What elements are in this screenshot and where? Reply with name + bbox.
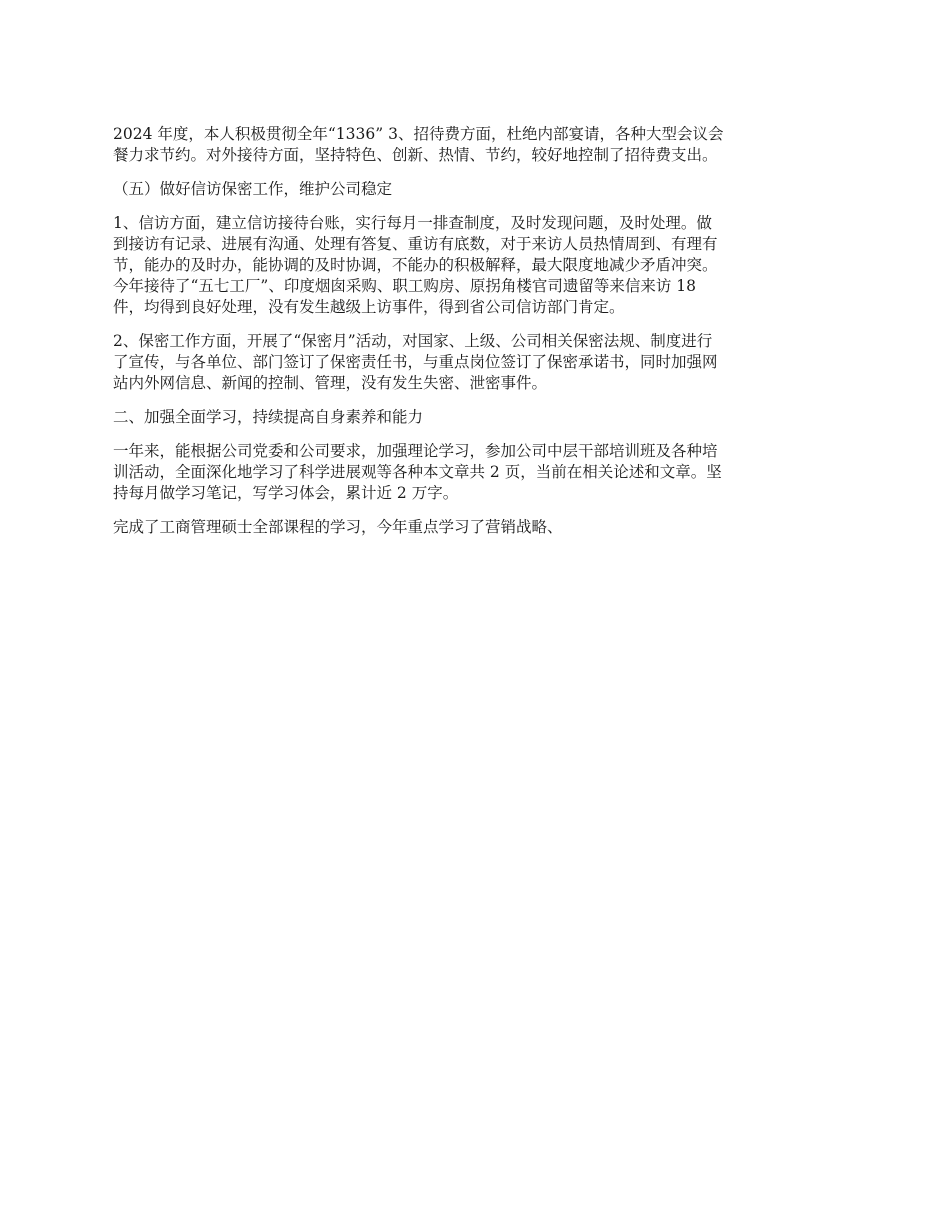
paragraph-hospitality-expenses — [113, 124, 833, 166]
heading-line: （五）做好信访保密工作，维护公司稳定 — [113, 180, 393, 198]
paragraph-mba-study — [113, 517, 833, 538]
text-line: 一年来，能根据公司党委和公司要求，加强理论学习，参加公司中层干部培训班及各种培 — [113, 442, 718, 460]
text-line: 1、信访方面，建立信访接待台账，实行每月一排查制度，及时发现问题，及时处理。做 — [113, 214, 712, 232]
heading-line: 二、加强全面学习，持续提高自身素养和能力 — [113, 408, 424, 426]
text-line: 持每月做学习笔记，写学习体会，累计近 2 万字。 — [113, 484, 459, 502]
paragraph-theory-study — [113, 441, 833, 504]
section-heading-learning — [113, 407, 833, 428]
paragraph-confidentiality — [113, 331, 833, 394]
text-line: 训活动，全面深化地学习了科学进展观等各种本文章共 2 页，当前在相关论述和文章。坚 — [113, 463, 722, 481]
text-line: 到接访有记录、进展有沟通、处理有答复、重访有底数，对于来访人员热情周到、有理有 — [113, 235, 718, 253]
text-line: 站内外网信息、新闻的控制、管理，没有发生失密、泄密事件。 — [113, 374, 548, 392]
text-line: 了宣传，与各单位、部门签订了保密责任书，与重点岗位签订了保密承诺书，同时加强网 — [113, 353, 718, 371]
text-line: 完成了工商管理硕士全部课程的学习，今年重点学习了营销战略、 — [113, 518, 563, 536]
section-heading-petition-confidentiality — [113, 179, 833, 200]
text-line: 今年接待了“五七工厂”、印度烟囱采购、职工购房、原拐角楼官司遗留等来信来访 18 — [113, 277, 697, 295]
text-line: 餐力求节约。对外接待方面，坚持特色、创新、热情、节约，较好地控制了招待费支出。 — [113, 146, 718, 164]
document-body — [113, 124, 833, 551]
text-line: 2、保密工作方面，开展了“保密月”活动，对国家、上级、公司相关保密法规、制度进行 — [113, 332, 713, 350]
paragraph-petition — [113, 213, 833, 318]
text-line: 节，能办的及时办，能协调的及时协调，不能办的积极解释，最大限度地减少矛盾冲突。 — [113, 256, 718, 274]
text-line: 2024 年度，本人积极贯彻全年“1336” 3、招待费方面，杜绝内部宴请，各种大型会议会 — [113, 125, 724, 143]
text-line: 件，均得到良好处理，没有发生越级上访事件，得到省公司信访部门肯定。 — [113, 298, 625, 316]
